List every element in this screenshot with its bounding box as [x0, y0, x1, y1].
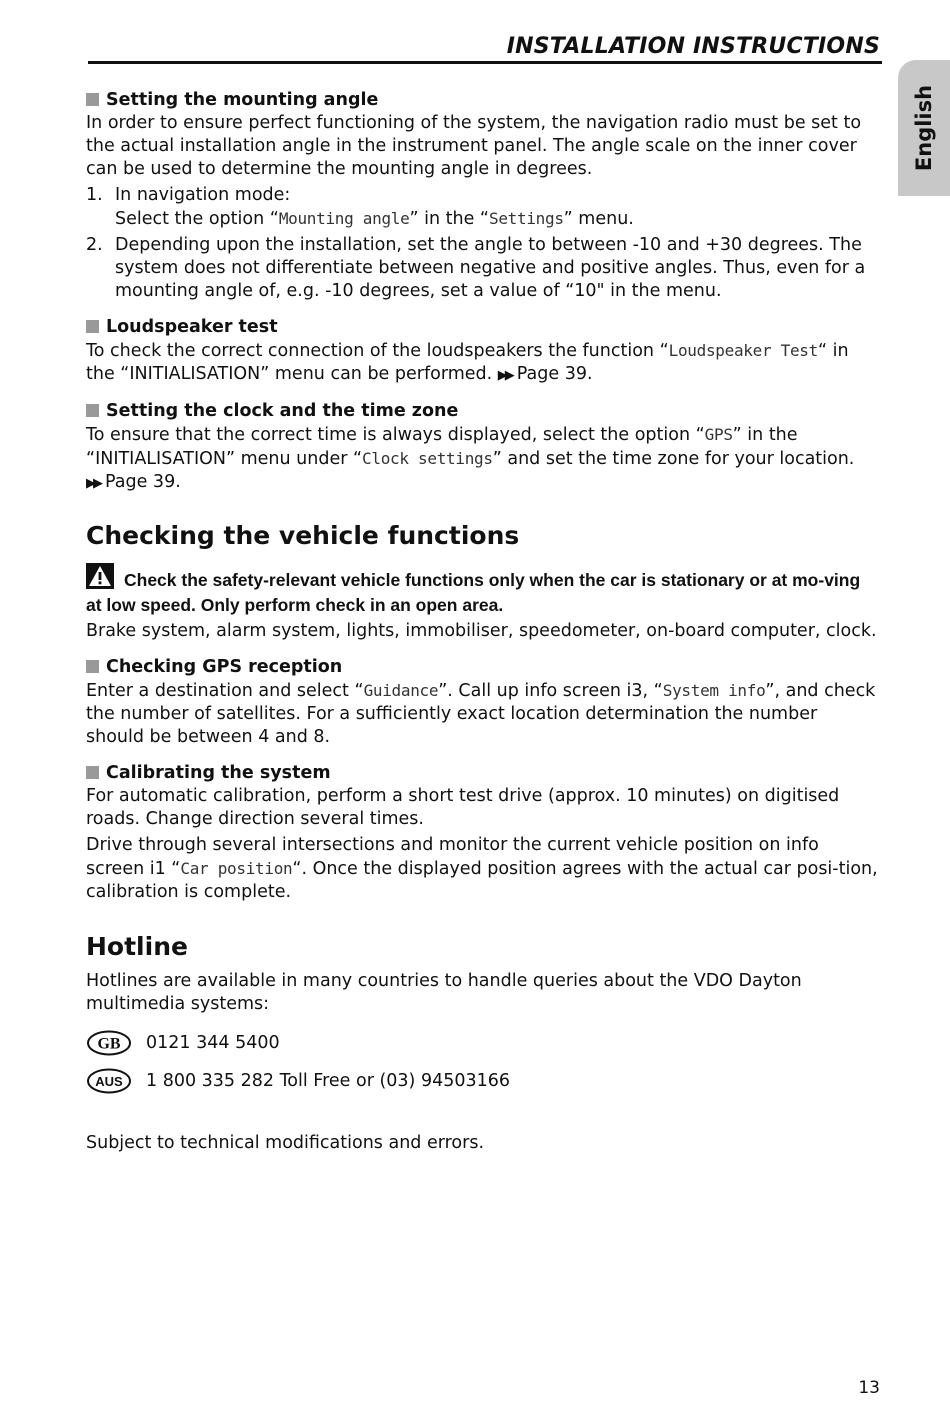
warning-triangle-icon — [86, 563, 114, 589]
square-bullet-icon — [86, 660, 99, 673]
menu-name: Settings — [488, 209, 564, 228]
steps-list — [86, 184, 880, 303]
hotline-entry — [86, 1030, 880, 1056]
square-bullet-icon — [86, 404, 99, 417]
function-name: Loudspeaker Test — [668, 341, 818, 360]
menu-option: System info — [662, 681, 766, 700]
square-bullet-icon — [86, 93, 99, 106]
country-badge-icon — [86, 1030, 132, 1056]
language-tab — [898, 60, 950, 196]
hotline-entry — [86, 1068, 880, 1094]
svg-text:AUS: AUS — [95, 1074, 123, 1089]
svg-text:GB: GB — [97, 1035, 121, 1053]
paragraph: For automatic calibration, perform a short test drive (approx. 10 minutes) on digitised roads. Change direction several times. — [86, 786, 840, 829]
paragraph: Brake system, alarm system, lights, immobiliser, speedometer, on-board computer, clock. — [86, 621, 877, 641]
paragraph: To check the correct connection of the loudspeakers the function “Loudspeaker Test“ in the “INITIALISATION” menu can be performed. ▶▶ Page 39. — [86, 341, 849, 384]
warning-note: Check the safety-relevant vehicle functions only when the car is stationary or at mo-ving at low speed. Only perform check in an open area. — [86, 563, 880, 618]
page-reference-arrow-icon: ▶▶ — [86, 476, 100, 491]
section-gps — [86, 655, 880, 749]
subheading: Checking GPS reception — [86, 655, 880, 679]
header-divider — [88, 61, 882, 64]
page-reference-arrow-icon: ▶▶ — [497, 368, 512, 383]
menu-option: Car position — [180, 859, 293, 878]
paragraph: Enter a destination and select “Guidance”. Call up info screen i3, “System info”, and check the number of satellites. For a sufficiently exact location determination the number should be between 4 and 8. — [86, 681, 876, 747]
language-tab-label: English — [912, 84, 936, 172]
menu-option: Guidance — [363, 681, 439, 700]
paragraph: To ensure that the correct time is always displayed, select the option “GPS” in the “INITIALISATION” menu under “Clock settings” and set the time zone for your location. ▶▶ Page 39. — [86, 425, 855, 492]
subheading: Setting the mounting angle — [86, 88, 880, 112]
paragraph: Hotlines are available in many countries to handle queries about the VDO Dayton multimedia systems: — [86, 971, 802, 1014]
page-header-title: INSTALLATION INSTRUCTIONS — [506, 34, 880, 59]
menu-name: Clock settings — [362, 449, 493, 468]
section-title: Checking the vehicle functions — [86, 521, 520, 550]
page-number: 13 — [858, 1378, 880, 1398]
square-bullet-icon — [86, 766, 99, 779]
country-badge-icon — [86, 1068, 132, 1094]
hotline-number: 0121 344 5400 — [146, 1032, 280, 1053]
page-content — [86, 88, 880, 1155]
paragraph: Drive through several intersections and monitor the current vehicle position on info screen i1 “Car position“. Once the displayed position agrees with the actual car posi-tion, calibration is complete. — [86, 835, 878, 902]
section-clock — [86, 399, 880, 495]
disclaimer: Subject to technical modifications and errors. — [86, 1133, 485, 1153]
hotline-number: 1 800 335 282 Toll Free or (03) 94503166 — [146, 1070, 511, 1091]
section-loudspeaker-test — [86, 315, 880, 387]
subheading: Loudspeaker test — [86, 315, 880, 339]
subheading: Setting the clock and the time zone — [86, 399, 880, 423]
square-bullet-icon — [86, 320, 99, 333]
subheading: Calibrating the system — [86, 761, 880, 785]
menu-option: Mounting angle — [278, 209, 410, 228]
section-calibration — [86, 761, 880, 904]
paragraph: In order to ensure perfect functioning of the system, the navigation radio must be set to the actual installation angle in the instrument panel. The angle scale on the inner cover can be used to determine the mounting angle in degrees. — [86, 113, 862, 179]
list-item: 1. In navigation mode: Select the option “Mounting angle” in the “Settings” menu. — [86, 185, 634, 229]
list-item: 2. Depending upon the installation, set the angle to between -10 and +30 degrees. The system does not differentiate between negative and positive angles. Thus, even for a mounting angle of, e.g. -10 degrees, set a value of “10" in the menu. — [86, 235, 866, 301]
menu-option: GPS — [704, 425, 733, 444]
section-mounting-angle — [86, 88, 880, 303]
section-title: Hotline — [86, 932, 188, 961]
